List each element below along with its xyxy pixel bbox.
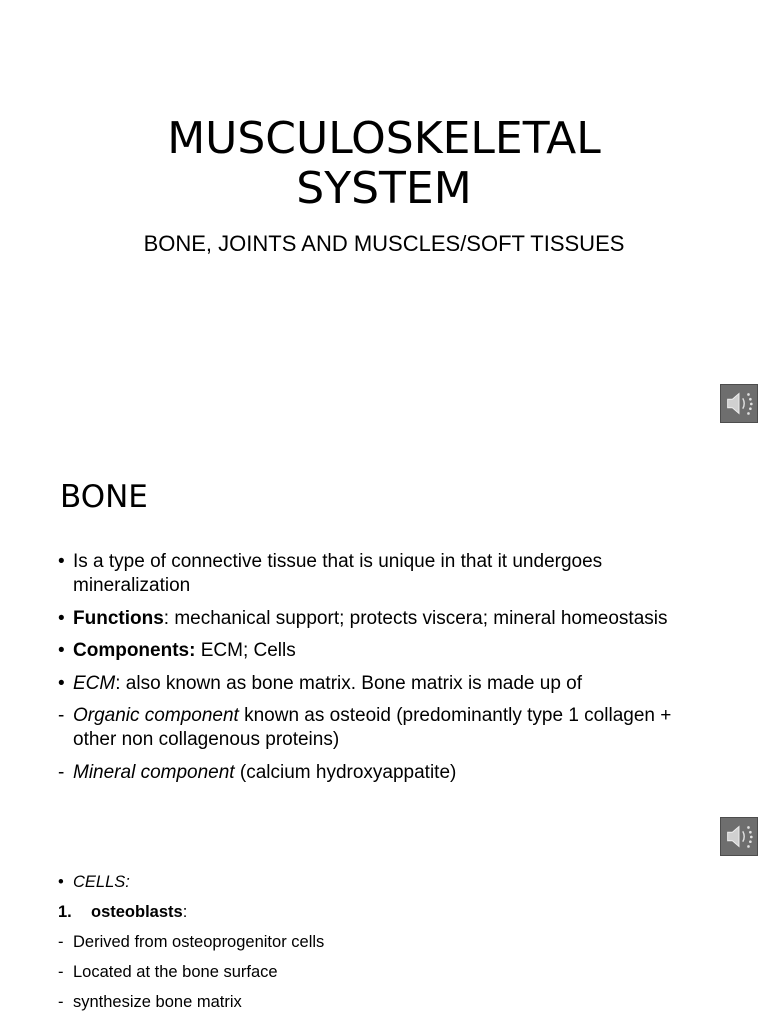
item-text: known as osteoid (predominantly type 1 collagen + other non collagenous proteins): [73, 705, 672, 750]
bone-bullet-list: [58, 550, 718, 793]
item-text: Is a type of connective tissue that is unique in that it undergoes mineralization: [73, 551, 603, 596]
list-item: [58, 672, 718, 696]
slide-title-heading: [0, 114, 768, 214]
item-bold: osteoblasts: [91, 903, 183, 921]
item-text: Derived from osteoprogenitor cells: [73, 933, 325, 951]
dash-marker: -: [58, 705, 65, 726]
list-item: [58, 550, 718, 598]
list-item: [58, 704, 718, 752]
item-bold: Components:: [73, 640, 196, 661]
item-text: ECM; Cells: [195, 640, 296, 661]
title-line-1: MUSCULOSKELETAL: [167, 113, 601, 164]
dash-marker: -: [58, 963, 64, 981]
slide-subtitle: BONE, JOINTS AND MUSCLES/SOFT TISSUES: [143, 231, 625, 256]
number-marker: 1.: [58, 903, 72, 921]
speaker-icon[interactable]: [720, 817, 758, 856]
dash-marker: -: [58, 761, 65, 783]
section-heading-bone: BONE: [60, 479, 148, 515]
item-text: synthesize bone matrix: [73, 993, 242, 1011]
list-item: [58, 761, 718, 785]
list-item: [58, 991, 718, 1013]
cells-list: [58, 871, 718, 1021]
list-item: [58, 871, 718, 893]
item-text: Located at the bone surface: [73, 963, 278, 981]
item-text: (calcium hydroxyappatite): [234, 761, 457, 783]
item-text: :: [182, 903, 188, 921]
item-italic: ECM: [73, 672, 116, 694]
list-item: [58, 901, 718, 923]
item-italic: CELLS:: [73, 873, 130, 891]
item-bold: Functions: [73, 607, 164, 629]
item-italic: Mineral component: [73, 761, 235, 783]
bullet-marker: •: [58, 607, 65, 629]
dash-marker: -: [58, 933, 64, 951]
speaker-icon[interactable]: [720, 384, 758, 423]
dash-marker: -: [58, 993, 64, 1011]
list-item: [58, 639, 718, 663]
bullet-marker: •: [58, 551, 65, 572]
list-item: [58, 931, 718, 953]
item-text: : also known as bone matrix. Bone matrix is made up of: [115, 672, 583, 694]
list-item: [58, 961, 718, 983]
title-line-2: SYSTEM: [296, 163, 472, 214]
bullet-marker: •: [58, 672, 65, 694]
list-item: [58, 607, 718, 631]
bullet-marker: •: [58, 873, 64, 891]
item-italic: Organic component: [73, 705, 239, 726]
item-text: : mechanical support; protects viscera; mineral homeostasis: [163, 607, 668, 629]
bullet-marker: •: [58, 640, 65, 661]
